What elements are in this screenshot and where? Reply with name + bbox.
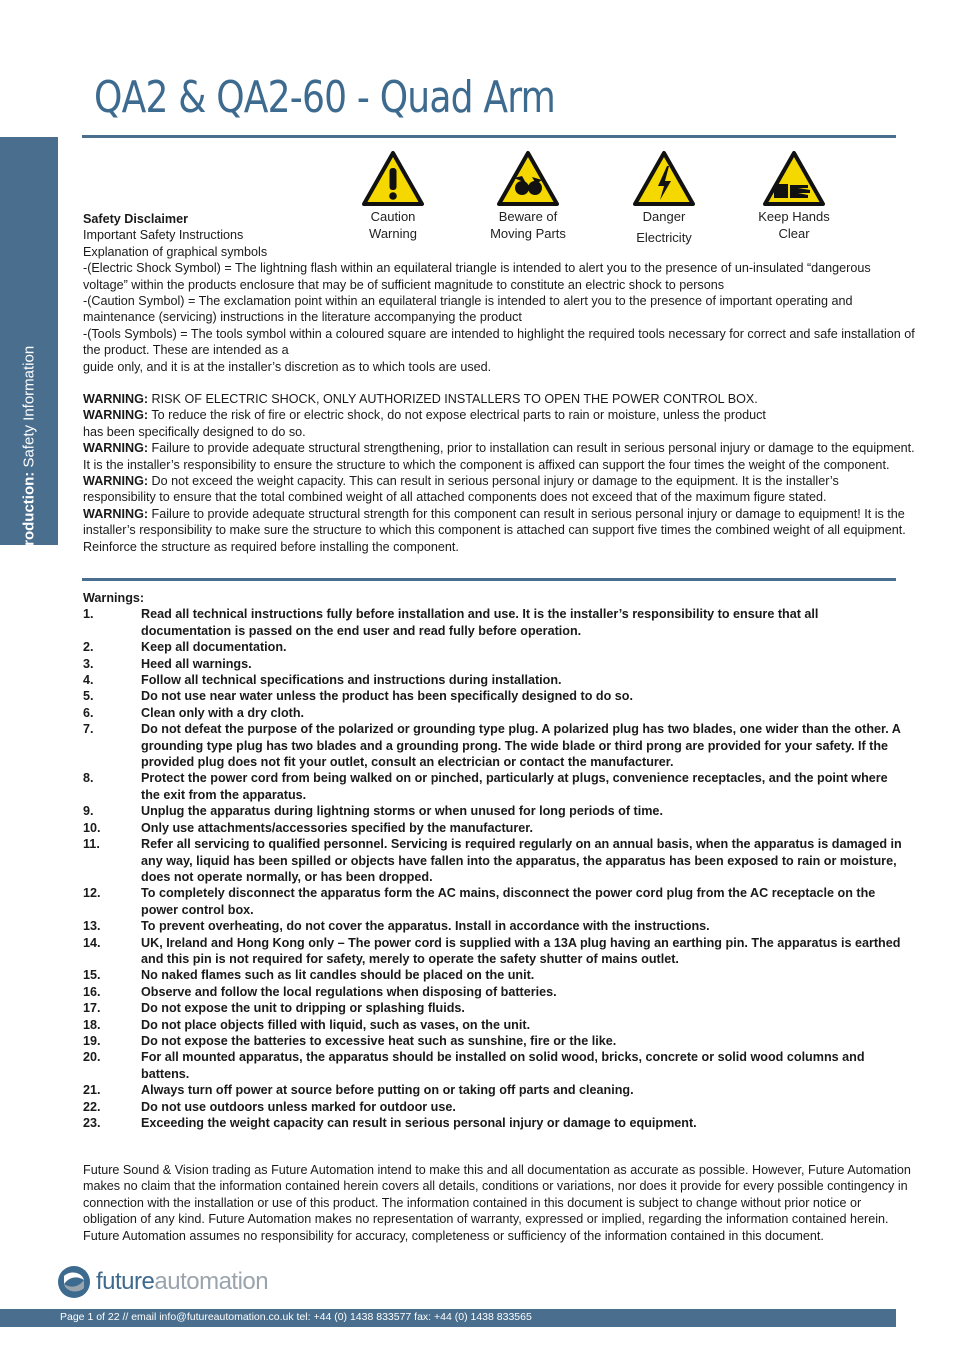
list-item	[83, 820, 903, 836]
warning-paragraph	[83, 473, 915, 506]
list-item-number: 4.	[83, 673, 94, 688]
electricity-icon	[632, 150, 696, 208]
list-item-text: Observe and follow the local regulations when disposing of batteries.	[141, 984, 557, 999]
list-item-text: Read all technical instructions fully before installation and use. It is the installer’s responsibility to ensure that all documentation is passed on the end user and read fully before operation.	[141, 607, 819, 638]
footer-contact: Page 1 of 22 // email info@futureautomation.co.uk tel: +44 (0) 1438 833577 fax: +44 (0) 1438 833565	[60, 1311, 532, 1323]
company-logo	[56, 1262, 268, 1302]
warning-label: WARNING:	[83, 408, 149, 423]
list-item-text: Do not expose the unit to dripping or splashing fluids.	[141, 1001, 465, 1016]
list-item	[83, 918, 903, 934]
logo-part-future: future	[96, 1268, 155, 1295]
list-item-text: Do not expose the batteries to excessive heat such as sunshine, fire or the like.	[141, 1033, 617, 1048]
list-item-number: 22.	[83, 1099, 101, 1114]
warning-paragraph	[83, 506, 915, 555]
list-item-text: Do not place objects filled with liquid, such as vases, on the unit.	[141, 1017, 531, 1032]
list-item-number: 6.	[83, 705, 94, 720]
list-item-number: 13.	[83, 919, 101, 934]
logo-part-automation: automation	[154, 1268, 269, 1295]
list-item-text: Do not defeat the purpose of the polarized or grounding type plug. A polarized plug has two blades, one wider than the other. A grounding type plug has two blades and a grounding prong. The wide blade or third prong are provided for your safety. If the provided plug does not fit your outlet, consult an electrician or contact the manufacturer.	[141, 722, 901, 770]
hands-clear-icon	[762, 150, 826, 208]
list-item-number: 9.	[83, 804, 94, 819]
list-item	[83, 606, 903, 639]
electric-symbol-text: -(Electric Shock Symbol) = The lightning flash within an equilateral triangle is intended to alert you to the presence of un-insulated “dangerous voltage” within the products enclosure that may be of sufficient magnitude to constitute an electric shock to persons	[83, 261, 871, 292]
list-item-text: No naked flames such as lit candles should be placed on the unit.	[141, 968, 535, 983]
list-item	[83, 721, 903, 770]
symbol-label-1: Caution	[370, 209, 416, 224]
list-item-text: Unplug the apparatus during lightning storms or when unused for long periods of time.	[141, 804, 663, 819]
warnings-list	[83, 590, 903, 1131]
list-item-text: Do not use near water unless the product has been specifically designed to do so.	[141, 689, 633, 704]
list-item	[83, 1000, 903, 1016]
list-item-number: 8.	[83, 771, 94, 786]
list-item-number: 3.	[83, 656, 94, 671]
warning-label: WARNING:	[83, 506, 149, 521]
tools-symbol-text-2: guide only, and it is at the installer’s discretion as to which tools are used.	[83, 359, 492, 374]
section-divider	[82, 578, 896, 581]
symbol-label-1: Beware of	[498, 209, 558, 224]
list-item-number: 5.	[83, 689, 94, 704]
list-item	[83, 1033, 903, 1049]
list-item	[83, 885, 903, 918]
warning-text: Failure to provide adequate structural strength for this component can result in serious personal injury or damage to equipment! It is the installer’s responsibility to make sure the structure to which this component is attached can support five times the combined weight of all equipment. Reinforce the structure as required before installing the component.	[83, 506, 906, 554]
list-item-text: Clean only with a dry cloth.	[141, 705, 305, 720]
list-item-text: To completely disconnect the apparatus form the AC mains, disconnect the power cord plug from the AC receptacle on the power control box.	[141, 886, 876, 917]
list-item	[83, 1099, 903, 1115]
list-item-text: To prevent overheating, do not cover the apparatus. Install in accordance with the instructions.	[141, 919, 710, 934]
warning-label: WARNING:	[83, 441, 149, 456]
future-automation-logo-icon	[56, 1264, 92, 1300]
warning-text: Do not exceed the weight capacity. This can result in serious personal injury or damage to the equipment. It is the installer’s responsibility to ensure that the total combined weight of all attached components does not exceed that of the maximum figure stated.	[83, 474, 839, 505]
list-item-number: 16.	[83, 984, 101, 999]
list-item	[83, 984, 903, 1000]
list-item-text: Refer all servicing to qualified personnel. Servicing is required regularly on an annual basis, when the apparatus is damaged in any way, liquid has been spilled or objects have fallen into the apparatus, the apparatus has been exposed to rain or moisture, does not operate normally, or has been dropped.	[141, 837, 902, 884]
warning-text: RISK OF ELECTRIC SHOCK, ONLY AUTHORIZED INSTALLERS TO OPEN THE POWER CONTROL BOX.	[148, 392, 758, 406]
list-item	[83, 836, 903, 885]
list-item	[83, 672, 903, 688]
side-tab-bold: Introduction:	[20, 471, 38, 565]
list-item-number: 21.	[83, 1083, 101, 1098]
list-item	[83, 803, 903, 819]
warning-paragraph	[83, 391, 915, 407]
list-item-number: 23.	[83, 1116, 101, 1130]
list-item	[83, 639, 903, 655]
list-item	[83, 656, 903, 672]
list-item-text: Only use attachments/accessories specified by the manufacturer.	[141, 820, 533, 835]
list-item-text: Protect the power cord from being walked on or pinched, particularly at plugs, convenience receptacles, and the point where the exit from the apparatus.	[141, 771, 888, 802]
symbol-label-2: Electricity	[636, 230, 692, 245]
list-item-text: Keep all documentation.	[141, 640, 287, 655]
list-item	[83, 1017, 903, 1033]
list-item-number: 19.	[83, 1033, 101, 1048]
list-item	[83, 705, 903, 721]
warning-text: To reduce the risk of fire or electric shock, do not expose electrical parts to rain or moisture, unless the product has been specifically designed to do so.	[83, 408, 766, 439]
legal-disclaimer: Future Sound & Vision trading as Future Automation intend to make this and all documentation as accurate as possible. However, Future Automation makes no claim that the information contained herein covers all details, conditions or variations, nor does it provide for every possible contingency in connection with the installation or use of this product. The information contained in this document is subject to change without prior notice or obligation of any kind. Future Automation makes no representation of warranty, expressed or implied, regarding the information contained herein. Future Automation assumes no responsibility for accuracy, completeness or sufficiency of the information contained in this document.	[83, 1163, 911, 1243]
list-item-text: Follow all technical specifications and instructions during installation.	[141, 673, 562, 688]
symbol-label-1: Keep Hands	[758, 209, 830, 224]
disclaimer-heading: Safety Disclaimer	[83, 212, 189, 226]
list-item	[83, 1115, 903, 1131]
list-item-text: Heed all warnings.	[141, 656, 252, 671]
symbol-label-2: Clear	[778, 226, 810, 241]
list-item-number: 10.	[83, 820, 101, 835]
side-tab-label	[21, 346, 38, 564]
list-item	[83, 688, 903, 704]
logo-wordmark	[96, 1268, 268, 1296]
caution-symbol-text: -(Caution Symbol) = The exclamation point within an equilateral triangle is intended to alert you to the presence of important operating and maintenance (servicing) instructions in the literature accompanying the product	[83, 294, 853, 325]
list-item-number: 18.	[83, 1017, 101, 1032]
list-item-text: Do not use outdoors unless marked for outdoor use.	[141, 1099, 456, 1114]
list-item-number: 12.	[83, 886, 101, 901]
list-item	[83, 770, 903, 803]
list-item	[83, 1082, 903, 1098]
list-item-text: Always turn off power at source before putting on or taking off parts and cleaning.	[141, 1083, 634, 1098]
page-title: QA2 & QA2-60 - Quad Arm	[94, 72, 555, 123]
list-item-number: 20.	[83, 1050, 101, 1065]
list-item	[83, 935, 903, 968]
symbol-label-2: Moving Parts	[490, 226, 566, 241]
list-item	[83, 967, 903, 983]
warning-label: WARNING:	[83, 474, 149, 489]
moving-parts-icon	[496, 150, 560, 208]
title-divider	[82, 135, 896, 138]
warning-paragraph	[83, 407, 783, 440]
list-item-number: 17.	[83, 1001, 101, 1016]
list-item-number: 7.	[83, 722, 94, 737]
side-tab-rest: Safety Information	[20, 345, 38, 472]
list-item	[83, 1049, 903, 1082]
warning-label: WARNING:	[83, 392, 149, 406]
list-item-number: 15.	[83, 968, 101, 983]
list-item-number: 11.	[83, 837, 100, 852]
warning-paragraph	[83, 440, 915, 473]
list-item-number: 1.	[83, 607, 94, 622]
caution-icon	[361, 150, 425, 208]
list-item-text: UK, Ireland and Hong Kong only – The power cord is supplied with a 13A plug having an earthing pin. The apparatus is earthed and this pin is not required for safety, merely to operate the safety shutter of mains outlet.	[141, 935, 901, 966]
tools-symbol-text: -(Tools Symbols) = The tools symbol within a coloured square are intended to highlight the required tools necessary for correct and safe installation of the product. These are intended as a	[83, 326, 915, 358]
warnings-heading: Warnings:	[83, 591, 145, 605]
list-item-number: 14.	[83, 935, 101, 950]
list-item-text: Exceeding the weight capacity can result in serious personal injury or damage to equipment.	[141, 1116, 697, 1130]
disclaimer-line: Explanation of graphical symbols	[83, 244, 268, 259]
warning-block	[83, 391, 915, 555]
safety-disclaimer	[83, 211, 915, 375]
list-item-number: 2.	[83, 640, 94, 655]
symbol-label-2: Warning	[369, 226, 417, 241]
symbol-label-1: Danger	[642, 209, 686, 224]
warning-text: Failure to provide adequate structural strengthening, prior to installation can result in serious personal injury or damage to the equipment. It is the installer’s responsibility to ensure the structure to which the component is affixed can support the four times the weight of the component.	[83, 441, 915, 472]
list-item-text: For all mounted apparatus, the apparatus should be installed on solid wood, bricks, concrete or solid wood columns and battens.	[141, 1050, 865, 1081]
disclaimer-line: Important Safety Instructions	[83, 228, 244, 243]
